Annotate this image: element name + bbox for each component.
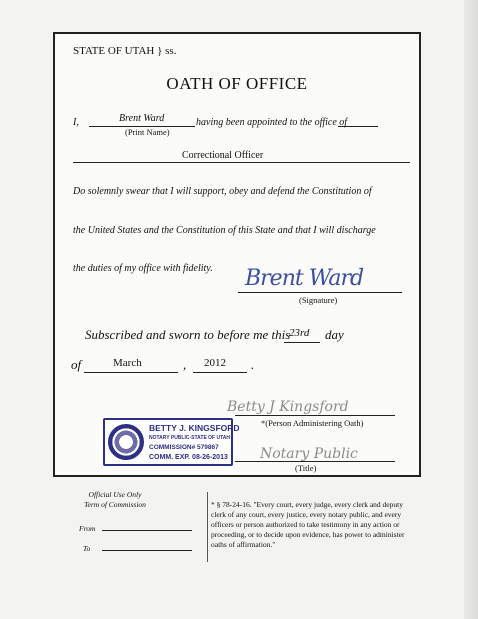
state-line: STATE OF UTAH } ss. <box>73 45 177 57</box>
comma: , <box>183 357 187 372</box>
name-value: Brent Ward <box>119 113 165 124</box>
year-value: 2012 <box>204 357 226 369</box>
from-label: From <box>79 524 96 533</box>
oath-line-1: Do solemnly swear that I will support, obey and defend the Constitution of <box>73 186 372 197</box>
administrator-signature: Betty J Kingsford <box>227 399 349 415</box>
footer <box>65 490 425 590</box>
day-label: day <box>325 327 344 342</box>
document-title: OATH OF OFFICE <box>166 74 308 93</box>
i-label: I, <box>73 117 79 128</box>
official-use-label: Official Use Only <box>88 490 142 499</box>
stamp-line2: COMMISSION# 579867 <box>149 444 219 451</box>
stamp-line1: NOTARY PUBLIC-STATE OF UTAH <box>149 435 231 441</box>
subscribed-text: Subscribed and sworn to before me this <box>85 327 291 342</box>
oath-form <box>53 32 421 477</box>
administrator-line <box>235 402 395 416</box>
title-signature: Notary Public <box>260 446 358 462</box>
to-line <box>102 540 192 551</box>
from-line <box>102 520 192 531</box>
appointed-text: having been appointed to the office of <box>196 117 348 128</box>
title-line <box>235 448 395 462</box>
official-use-block <box>65 490 165 510</box>
appointed-trailing-line <box>338 114 378 127</box>
administrator-caption: *(Person Administering Oath) <box>261 418 364 428</box>
period: . <box>251 357 255 372</box>
day-value: 23rd <box>289 327 310 339</box>
term-label: Term of Commission <box>84 500 146 509</box>
to-label: To <box>83 544 91 553</box>
print-name-caption: (Print Name) <box>125 127 170 137</box>
oath-line-2: the United States and the Constitution of this State and that I will discharge <box>73 225 376 236</box>
of-label: of <box>71 357 82 372</box>
notary-stamp <box>103 418 240 466</box>
oath-line-3: the duties of my office with fidelity. <box>73 263 213 274</box>
state-seal-icon <box>108 424 144 460</box>
signature-line <box>238 280 402 293</box>
statute-text: * § 78-24-16. "Every court, every judge, every clerk and deputy clerk of any court, every justice, every notary public, and every officers or person authorized to take testimony in any action or proceeding, or to decide upon evidence, has power to administer oaths of affirmation." <box>211 500 405 549</box>
stamp-name: BETTY J. KINGSFORD <box>149 423 240 433</box>
footer-divider <box>207 492 208 562</box>
signature-caption: (Signature) <box>299 295 338 305</box>
office-line <box>73 151 410 163</box>
stamp-line3: COMM. EXP. 08-26-2013 <box>149 454 228 461</box>
title-caption: (Title) <box>295 463 317 473</box>
month-value: March <box>113 357 142 369</box>
page-edge <box>464 0 478 619</box>
office-value: Correctional Officer <box>182 150 264 161</box>
applicant-signature: Brent Ward <box>245 266 364 291</box>
